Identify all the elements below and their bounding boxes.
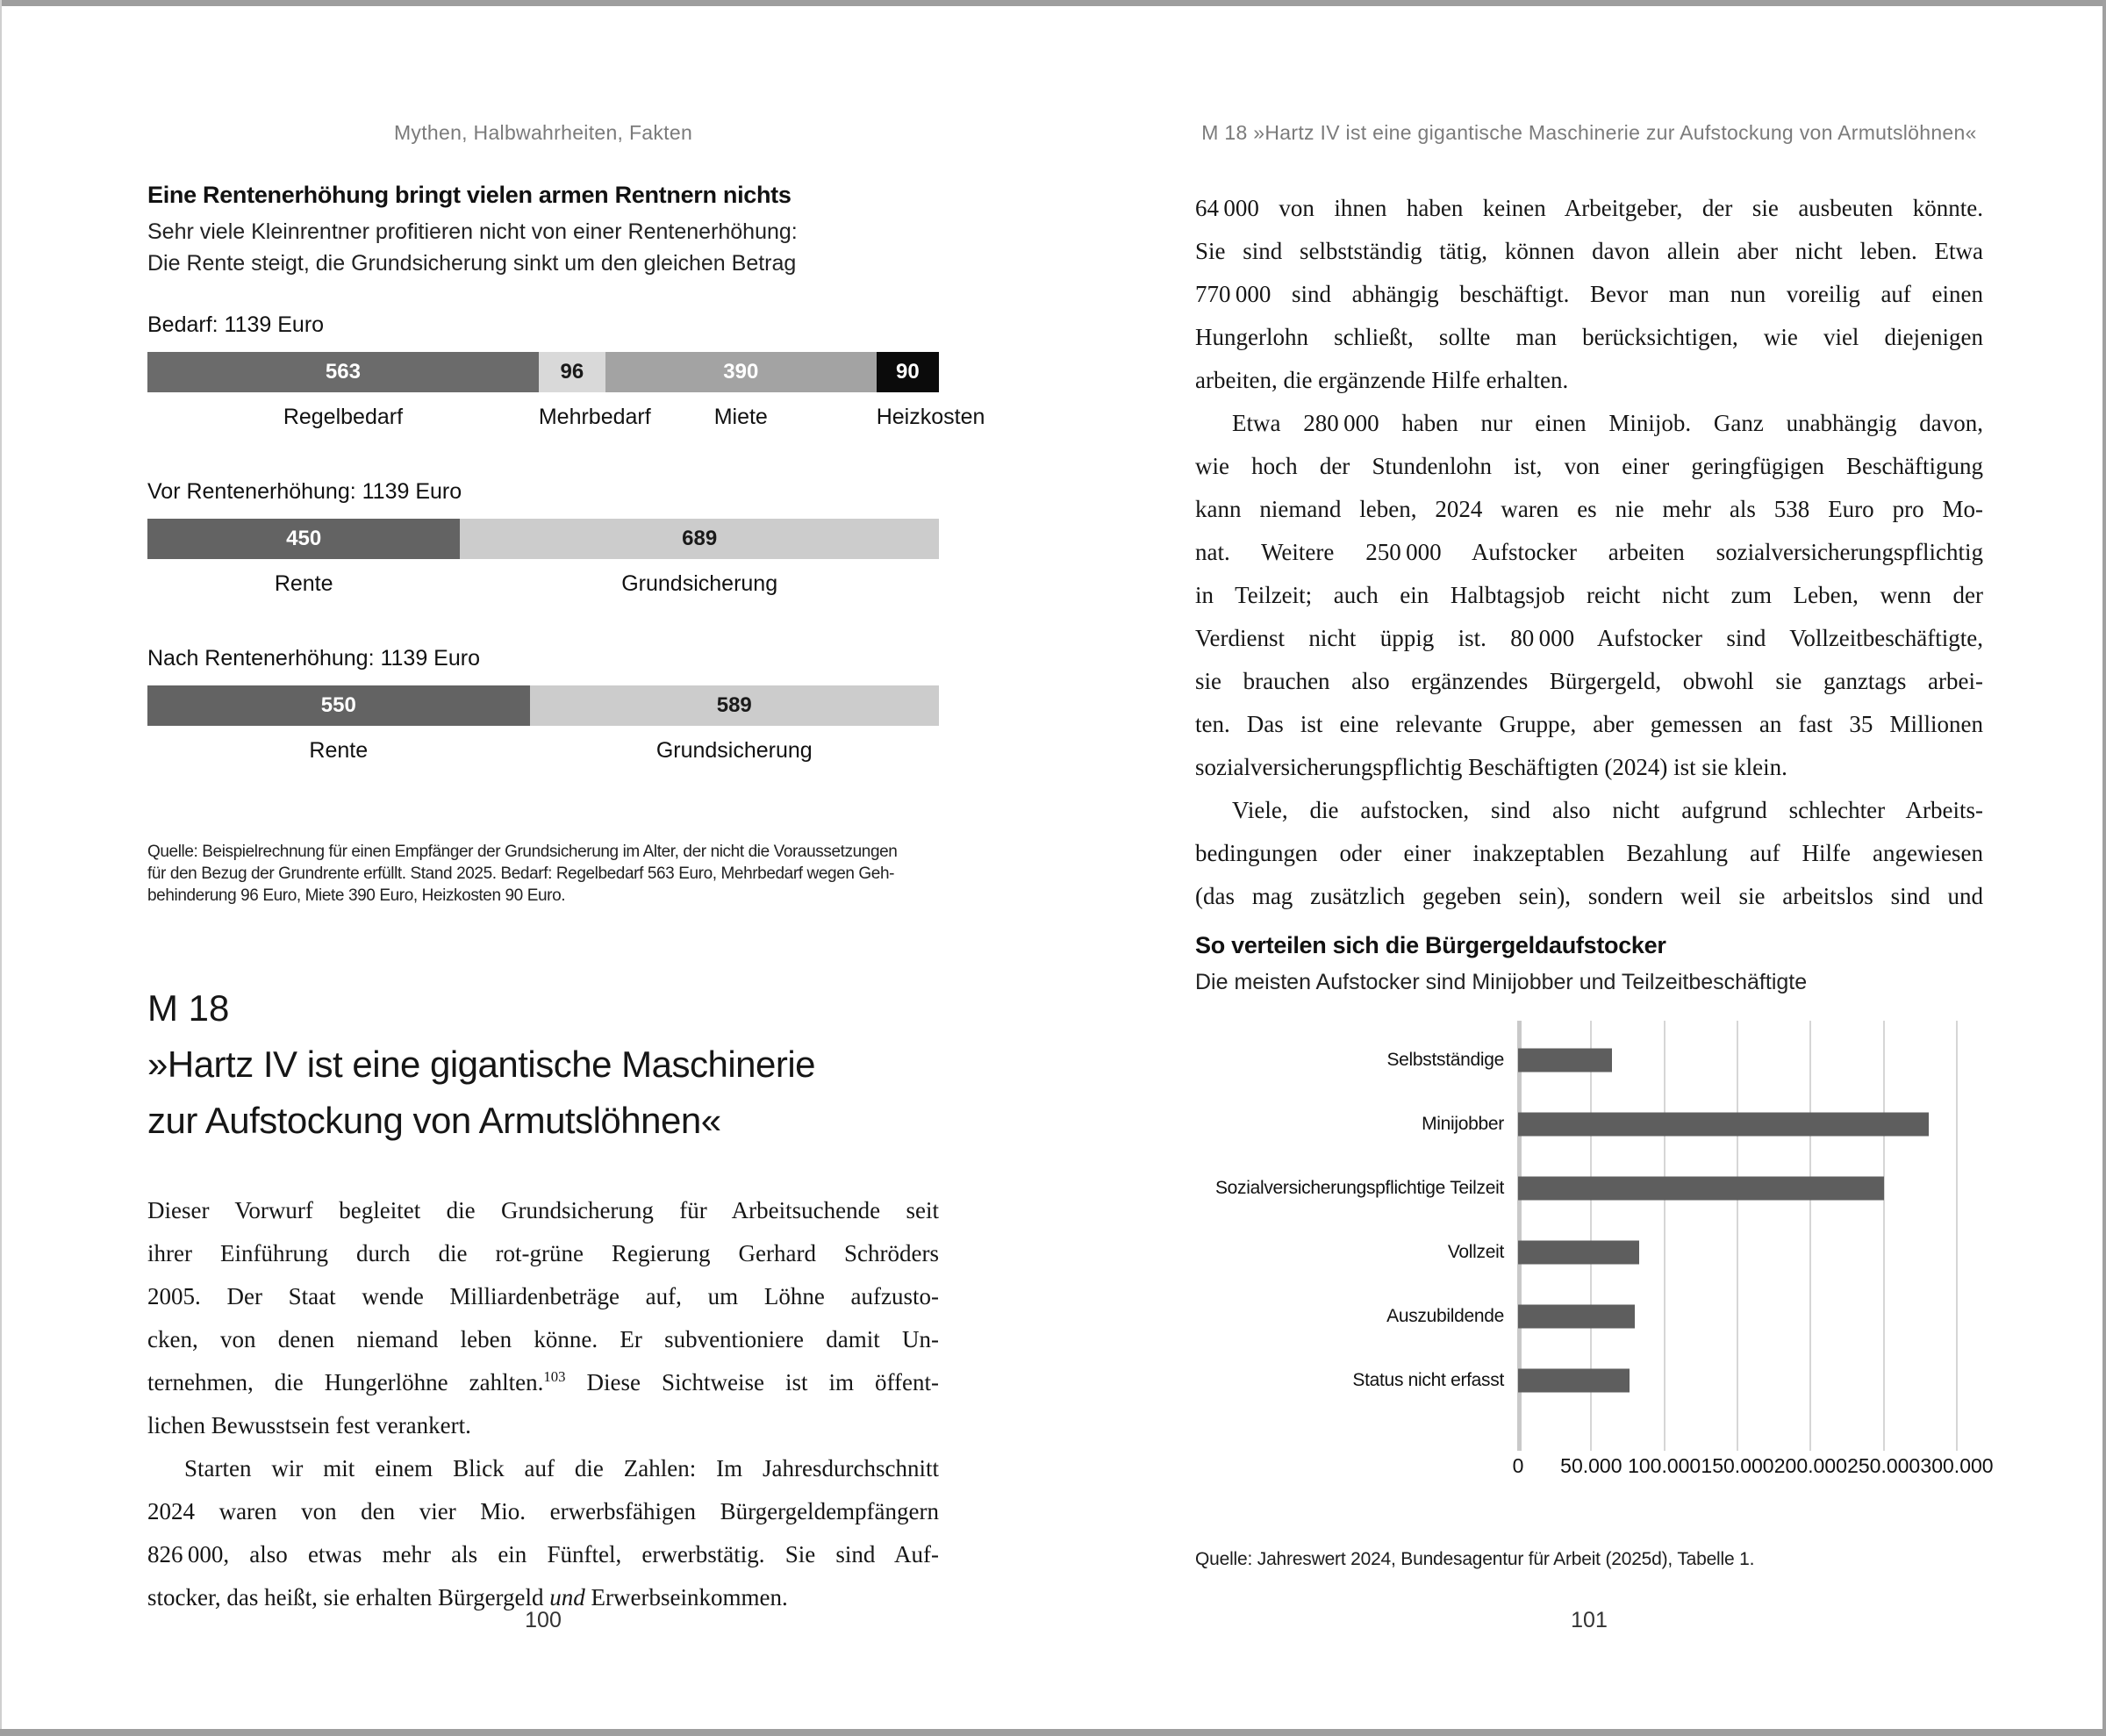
category-label: Selbstständige <box>1386 1049 1504 1070</box>
segment-label: Grundsicherung <box>621 571 778 596</box>
text-line: Starten wir mit einem Blick auf die Zahlen: Im Jahresdurchschnitt <box>184 1455 939 1481</box>
footnote-ref: 103 <box>543 1368 566 1385</box>
section-number: M 18 <box>147 987 230 1029</box>
text-line: 770 000 sind abhängig beschäftigt. Bevor man nun voreilig auf einen <box>1195 281 1983 307</box>
text-line: ihrer Einführung durch die rot-grüne Regierung Gerhard Schröders <box>147 1240 939 1266</box>
stacked-bar-row <box>147 312 985 430</box>
bar-segment-miete: 390 <box>605 352 877 392</box>
figure1-source-line2: für den Bezug der Grundrente erfüllt. Stand 2025. Bedarf: Regelbedarf 563 Euro, Mehrbedarf wegen Geh- <box>147 864 895 883</box>
chart-row <box>1195 1284 1983 1348</box>
figure1-subtitle-line2: Die Rente steigt, die Grundsicherung sinkt um den gleichen Betrag <box>147 251 797 276</box>
figure1-source-line3: behinderung 96 Euro, Miete 390 Euro, Heizkosten 90 Euro. <box>147 886 566 905</box>
text-line: bedingungen oder einer inakzeptablen Bezahlung auf Hilfe angewiesen <box>1195 840 1983 866</box>
bar-row-label: Bedarf: 1139 Euro <box>147 312 325 337</box>
horizontal-bar-chart <box>1195 1021 1994 1484</box>
bar-segment-rente: 550 <box>147 685 530 726</box>
text-line: Sie sind selbstständig tätig, können davon allein aber nicht leben. Etwa <box>1195 238 1983 264</box>
data-bar <box>1518 1368 1630 1392</box>
text-line: (das mag zusätzlich gegeben sein), sondern weil sie arbeitslos sind und <box>1195 883 1983 909</box>
figure1-subtitle <box>147 216 939 279</box>
category-label: Vollzeit <box>1447 1241 1504 1262</box>
chart-row <box>1195 1220 1983 1284</box>
stacked-bar <box>147 519 939 559</box>
figure1-subtitle-line1: Sehr viele Kleinrentner profitieren nicht von einer Rentenerhöhung: <box>147 219 798 244</box>
data-bar <box>1518 1304 1635 1328</box>
text-line: wie hoch der Stundenlohn ist, von einer geringfügigen Beschäftigung <box>1195 453 1983 479</box>
stacked-bar-row <box>147 479 939 597</box>
text-line: sie brauchen also ergänzendes Bürgergeld, obwohl sie ganztags arbei- <box>1195 668 1983 694</box>
section-heading <box>147 980 939 1149</box>
data-bar <box>1518 1048 1612 1072</box>
text-span: ternehmen, die Hungerlöhne zahlten. <box>147 1369 544 1395</box>
text-line: kann niemand leben, 2024 waren es nie mehr als 538 Euro pro Mo- <box>1195 496 1983 522</box>
x-tick-label: 300.000 <box>1920 1454 1994 1477</box>
emphasis-text: und <box>549 1584 585 1610</box>
category-label: Status nicht erfasst <box>1352 1369 1504 1390</box>
x-tick-label: 150.000 <box>1701 1454 1774 1477</box>
section-title-line2: zur Aufstockung von Armutslöhnen« <box>147 1100 721 1141</box>
figure1-title: Eine Rentenerhöhung bringt vielen armen Rentnern nichts <box>147 182 792 208</box>
category-label: Sozialversicherungspflichtige Teilzeit <box>1214 1177 1504 1198</box>
page-right <box>1053 0 2106 1736</box>
data-bar <box>1518 1240 1639 1264</box>
text-line: Verdienst nicht üppig ist. 80 000 Aufstocker sind Vollzeitbeschäftigte, <box>1195 625 1983 651</box>
segment-label: Miete <box>713 405 768 429</box>
text-line: arbeiten, die ergänzende Hilfe erhalten. <box>1195 367 1569 393</box>
section-title-line1: »Hartz IV ist eine gigantische Maschinerie <box>147 1044 816 1085</box>
figure-rentenerhoehung <box>147 182 985 907</box>
bar-area <box>1518 1156 1983 1220</box>
text-line: Etwa 280 000 haben nur einen Minijob. Ganz unabhängig davon, <box>1232 410 1983 436</box>
bar-area <box>1518 1348 1983 1412</box>
bar-area <box>1518 1092 1983 1156</box>
x-tick-label: 0 <box>1512 1454 1524 1477</box>
text-line: Hungerlohn schließt, sollte man berücksichtigen, wie viel diejenigen <box>1195 324 1983 350</box>
body-paragraph <box>1195 402 1983 789</box>
chart-row <box>1195 1092 1983 1156</box>
bar-segment-rente: 450 <box>147 519 460 559</box>
segment-label: Mehrbedarf <box>538 405 651 429</box>
text-line: ten. Das ist eine relevante Gruppe, aber gemessen an fast 35 Millionen <box>1195 711 1983 737</box>
segment-labels <box>147 738 939 764</box>
figure2-title: So verteilen sich die Bürgergeldaufstocker <box>1195 932 1666 958</box>
text-line: cken, von denen niemand leben könne. Er subventioniere damit Un- <box>147 1326 939 1352</box>
stacked-bar-row <box>147 646 939 764</box>
running-head-right: M 18 »Hartz IV ist eine gigantische Maschinerie zur Aufstockung von Armutslöhnen« <box>1201 121 1977 144</box>
figure1-source-line1: Quelle: Beispielrechnung für einen Empfänger der Grundsicherung im Alter, der nicht die Voraussetzungen <box>147 843 898 861</box>
text-line: lichen Bewusstsein fest verankert. <box>147 1412 471 1438</box>
x-tick-label: 200.000 <box>1773 1454 1847 1477</box>
body-paragraph <box>147 1189 939 1447</box>
x-axis-ticks <box>1512 1454 1994 1484</box>
x-tick-label: 50.000 <box>1560 1454 1622 1477</box>
stacked-bar <box>147 352 939 392</box>
text-line: 2024 waren von den vier Mio. erwerbsfähigen Bürgergeldempfängern <box>147 1498 939 1524</box>
x-tick-label: 100.000 <box>1628 1454 1701 1477</box>
chart-plot-area <box>1195 1021 1983 1451</box>
chart-row <box>1195 1156 1983 1220</box>
data-bar <box>1518 1112 1929 1136</box>
segment-label: Heizkosten <box>876 405 985 429</box>
text-line: sozialversicherungspflichtig Beschäftigten (2024) ist sie klein. <box>1195 754 1787 780</box>
page-number-right: 101 <box>1571 1608 1608 1632</box>
bar-segment-regelbedarf: 563 <box>147 352 539 392</box>
category-label: Auszubildende <box>1386 1305 1504 1326</box>
text-line: Dieser Vorwurf begleitet die Grundsicherung für Arbeitsuchende seit <box>147 1197 939 1223</box>
page-number-left: 100 <box>525 1608 562 1632</box>
text-line: 64 000 von ihnen haben keinen Arbeitgeber, der sie ausbeuten könnte. <box>1195 195 1983 221</box>
text-line <box>147 1361 939 1404</box>
stacked-bar <box>147 685 939 726</box>
x-tick-label: 250.000 <box>1847 1454 1921 1477</box>
stacked-bar-rows <box>147 312 985 764</box>
figure2-subtitle: Die meisten Aufstocker sind Minijobber und Teilzeitbeschäftigte <box>1195 970 1808 994</box>
figure-aufstocker <box>1195 932 1994 1570</box>
bar-area <box>1518 1284 1983 1348</box>
bar-row-label: Vor Rentenerhöhung: 1139 Euro <box>147 479 462 504</box>
text-span: stocker, das heißt, sie erhalten Bürgergeld <box>147 1584 550 1610</box>
bar-row-label: Nach Rentenerhöhung: 1139 Euro <box>147 646 480 671</box>
category-label: Minijobber <box>1422 1113 1504 1134</box>
data-bar <box>1518 1176 1884 1200</box>
running-head-left: Mythen, Halbwahrheiten, Fakten <box>393 121 693 144</box>
bar-segment-grundsicherung: 589 <box>530 685 939 726</box>
text-line: in Teilzeit; auch ein Halbtagsjob reicht nicht zum Leben, wenn der <box>1195 582 1983 608</box>
segment-label: Rente <box>274 571 333 596</box>
text-line: 2005. Der Staat wende Milliardenbeträge auf, um Löhne aufzusto- <box>147 1283 939 1309</box>
bar-segment-heizkosten: 90 <box>877 352 939 392</box>
figure2-source: Quelle: Jahreswert 2024, Bundesagentur für Arbeit (2025d), Tabelle 1. <box>1195 1549 1755 1569</box>
segment-labels <box>147 405 985 430</box>
text-span: Diese Sichtweise ist im öffent- <box>565 1369 939 1395</box>
chart-row <box>1195 1028 1983 1092</box>
segment-labels <box>147 571 939 597</box>
body-paragraph <box>1195 789 1983 918</box>
figure1-source <box>147 841 939 907</box>
body-paragraph <box>147 1447 939 1619</box>
segment-label: Regelbedarf <box>283 405 404 429</box>
bar-segment-grundsicherung: 689 <box>460 519 939 559</box>
text-line: Viele, die aufstocken, sind also nicht aufgrund schlechter Arbeits- <box>1232 797 1983 823</box>
segment-label: Grundsicherung <box>655 738 813 763</box>
text-line: 826 000, also etwas mehr als ein Fünftel, erwerbstätig. Sie sind Auf- <box>147 1541 939 1567</box>
text-span: Erwerbseinkommen. <box>584 1584 788 1610</box>
segment-label: Rente <box>309 738 369 763</box>
text-line: nat. Weitere 250 000 Aufstocker arbeiten sozialversicherungspflichtig <box>1195 539 1983 565</box>
bar-area <box>1518 1220 1983 1284</box>
bar-area <box>1518 1028 1983 1092</box>
body-paragraph <box>1195 187 1983 402</box>
bar-segment-mehrbedarf: 96 <box>539 352 605 392</box>
chart-row <box>1195 1348 1983 1412</box>
